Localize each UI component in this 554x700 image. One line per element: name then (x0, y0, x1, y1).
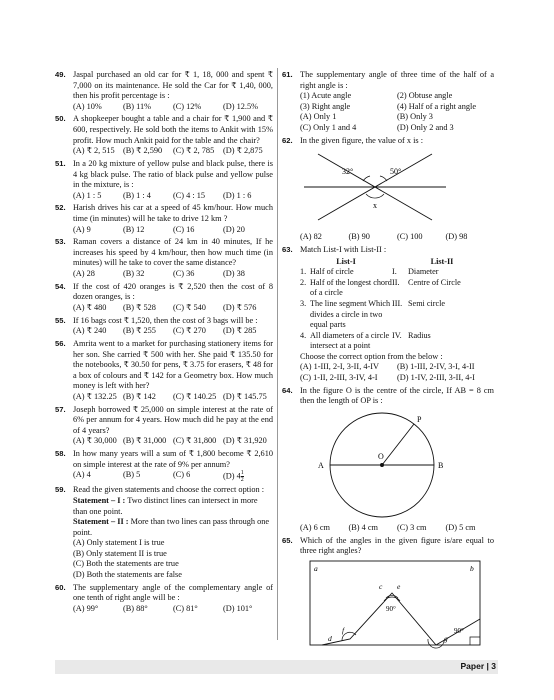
question-text: Read the given statements and choose the correct option : (73, 485, 264, 495)
option: (C) 81° (173, 603, 198, 613)
option: (D) ₹ 145.75 (223, 391, 267, 401)
option: (C) 6 (173, 470, 191, 480)
statement-1 (73, 496, 273, 517)
angle-degree-label: 90° (386, 604, 396, 613)
angle-label: f (342, 625, 345, 635)
question-63 (282, 245, 494, 384)
item-number: I. (392, 267, 397, 277)
question-61 (282, 70, 494, 134)
question-text: Joseph borrowed ₹ 25,000 on simple interest at the rate of 6% per annum for 4 years. How much did he pay at the end of 4 years? (73, 404, 273, 435)
question-number: 59. (55, 485, 66, 495)
left-column (55, 70, 273, 617)
list-item (392, 267, 492, 278)
list-item (300, 299, 392, 331)
question-text: Amrita went to a market for purchasing stationery items for her son. She carried ₹ 500 with her. She paid ₹ 135.50 for the notebooks, ₹ 30.50 for pens, ₹ 3.75 for erasers, ₹ 48 for a box of colours and ₹ 142 for a Geometry box. How much money is left with her? (73, 338, 273, 391)
question-number: 51. (55, 158, 66, 168)
question-53 (55, 237, 273, 279)
angle-label: x (373, 201, 377, 211)
option: (D) ₹ 31,920 (223, 436, 267, 446)
point-label-a: A (318, 460, 324, 470)
item-text: Diameter (408, 267, 439, 277)
options (300, 91, 494, 133)
item-number: III. (392, 298, 403, 308)
options (73, 146, 273, 157)
question-number: 64. (282, 385, 293, 395)
right-column (282, 70, 494, 651)
option: (C) ₹ 270 (173, 326, 206, 336)
option-text: (D) 4 (223, 471, 241, 481)
option: (C) ₹ 2, 785 (173, 146, 215, 156)
option: (C) ₹ 540 (173, 302, 206, 312)
options (300, 523, 494, 534)
option: (A) ₹ 480 (73, 302, 107, 312)
question-text: Jaspal purchased an old car for ₹ 1, 18, 000 and spent ₹ 7,000 on its maintenance. He sold the Car for ₹ 1,40, 000, then his profit percentage is : (73, 70, 273, 101)
point-label-o: O (378, 451, 384, 461)
footer-label: Paper (460, 661, 485, 671)
question-60 (55, 583, 273, 615)
option: (C) 36 (173, 269, 195, 279)
option: (D) ₹ 285 (223, 326, 257, 336)
angle-label: 32° (342, 167, 354, 177)
question-52 (55, 203, 273, 235)
option: (B) 32 (123, 269, 145, 279)
angle-label: 50° (390, 167, 402, 177)
fraction (241, 470, 244, 483)
option: (4) Half of a right angle (397, 101, 477, 111)
option: (B) 5 (123, 470, 141, 480)
option: (B) 1 : 4 (123, 190, 151, 200)
angle-label: e (397, 581, 401, 591)
question-number: 61. (282, 70, 293, 79)
option: (B) ₹ 142 (123, 391, 156, 401)
option: (D) ₹ 2,875 (223, 146, 263, 156)
item-text: Semi circle (408, 298, 446, 308)
option: (B) 11% (123, 101, 152, 111)
zigzag-line (322, 593, 436, 645)
option: (C) 1-II, 2-III, 3-IV, 4-I (300, 373, 378, 383)
list-header: List-I (336, 256, 356, 266)
item-text: The line segment Which divides a circle in two equal parts (310, 298, 391, 330)
option: (B) ₹ 31,000 (123, 436, 167, 446)
options (300, 362, 494, 383)
option: (B) ₹ 2,590 (123, 146, 163, 156)
list-item (300, 331, 392, 352)
question-56 (55, 339, 273, 403)
item-text: Half of the longest chord of a circle (310, 277, 392, 298)
question-text: The supplementary angle of three time of the half of a right angle is : (300, 70, 494, 90)
options (73, 604, 273, 615)
options (73, 269, 273, 280)
footer-separator: | (486, 661, 489, 671)
option: (B) Only 3 (397, 112, 433, 122)
statement-2 (73, 517, 273, 538)
angle-label: a (314, 563, 318, 573)
option: (A) 99° (73, 603, 99, 613)
page-number: 3 (491, 661, 496, 671)
option (223, 470, 273, 483)
angle-arc (366, 194, 384, 198)
list-item (300, 267, 392, 278)
option: (B) 1-III, 2-IV, 3-I, 4-II (397, 362, 475, 372)
option: (D) Both the statements are false (73, 570, 182, 580)
page-footer (461, 661, 497, 671)
question-54 (55, 282, 273, 314)
item-number: II. (392, 277, 400, 287)
item-number: 4. (300, 330, 307, 340)
option: (A) 10% (73, 101, 102, 111)
item-text: Centre of Circle (408, 277, 461, 287)
statement-label: Statement – I : (73, 495, 126, 505)
option: (A) ₹ 240 (73, 326, 107, 336)
question-number: 65. (282, 535, 293, 545)
question-text: A shopkeeper bought a table and a chair for ₹ 1,900 and ₹ 600, respectively. He sold both the items to Ankit with 15% profit. How much Ankit paid for the table and the chair? (73, 114, 273, 145)
option: (D) 98 (445, 232, 468, 242)
circle-figure (300, 409, 475, 521)
question-text: In a 20 kg mixture of yellow pulse and black pulse, there is 4 kg black pulse. The ratio of black pulse and yellow pulse in the mixture, is : (73, 158, 273, 190)
option: (A) 4 (73, 470, 91, 480)
options (73, 102, 273, 113)
radius-op (382, 424, 414, 465)
option: (D) 12.5% (223, 101, 259, 111)
question-65 (282, 536, 494, 649)
question-text: If 16 bags cost ₹ 1,520, then the cost of 3 bags will be : (73, 315, 258, 325)
option: (C) Both the statements are true (73, 559, 179, 569)
question-55 (55, 316, 273, 337)
option: (D) 5 cm (445, 522, 476, 532)
question-62 (282, 136, 494, 243)
item-number: 3. (300, 298, 307, 308)
question-number: 53. (55, 237, 66, 247)
question-number: 52. (55, 203, 66, 213)
match-table (300, 257, 494, 352)
options (73, 538, 273, 580)
item-number: 2. (300, 277, 307, 287)
point-label-p: P (417, 414, 422, 424)
list-2 (392, 257, 492, 352)
list-item (392, 278, 492, 299)
question-text: If the cost of 420 oranges is ₹ 2,520 then the cost of 8 dozen oranges, is : (73, 281, 273, 302)
options (73, 470, 273, 483)
angle-arc (428, 639, 444, 648)
question-number: 54. (55, 281, 66, 291)
option: (D) 1 : 6 (223, 190, 252, 200)
list-1 (300, 257, 392, 352)
options (73, 225, 273, 236)
right-angle-mark (470, 637, 480, 645)
option: (1) Acute angle (300, 91, 352, 101)
item-text: Radius (408, 330, 431, 340)
intersecting-lines-figure (300, 148, 450, 230)
option: (A) Only statement I is true (73, 538, 165, 548)
option: (A) ₹ 132.25 (73, 391, 117, 401)
option: (A) ₹ 30,000 (73, 436, 117, 446)
options (300, 232, 494, 243)
statement-label: Statement – II : (73, 517, 129, 527)
list-item (392, 299, 492, 331)
option: (C) 100 (397, 232, 423, 242)
item-number: IV. (392, 330, 402, 340)
question-text: Match List-I with List-II : (300, 244, 387, 254)
question-text: In the given figure, the value of x is : (300, 135, 424, 145)
option: (B) ₹ 528 (123, 302, 156, 312)
option: (A) 28 (73, 269, 95, 279)
option: (C) Only 1 and 4 (300, 122, 357, 132)
option: (B) 12 (123, 224, 145, 234)
statement-text: Two distinct lines can intersect in more than one point. (73, 495, 258, 516)
question-number: 50. (55, 114, 66, 124)
option: (D) 38 (223, 269, 245, 279)
item-number: 1. (300, 267, 307, 277)
option: (C) ₹ 140.25 (173, 391, 217, 401)
option: (3) Right angle (300, 101, 351, 111)
question-text: The supplementary angle of the complementary angle of one tenth of right angle will be : (73, 582, 273, 603)
option: (A) 1 : 5 (73, 190, 102, 200)
option: (B) 4 cm (348, 522, 378, 532)
centre-point (380, 463, 384, 467)
item-text: All diameters of a circle intersect at a point (310, 330, 390, 351)
option: (D) 20 (223, 224, 245, 234)
column-divider (277, 68, 278, 640)
angle-label: b (470, 563, 474, 573)
option: (D) 101° (223, 603, 253, 613)
option: (C) 4 : 15 (173, 190, 206, 200)
option: (A) 9 (73, 224, 91, 234)
option: (A) ₹ 2, 515 (73, 146, 115, 156)
angles-rectangle-figure (304, 559, 484, 649)
options (73, 303, 273, 314)
option: (D) ₹ 576 (223, 302, 257, 312)
question-text: Raman covers a distance of 24 km in 40 minutes, If he increases his speed by 4 km/hour, then how much time (in minutes) will he take to cover the same distance? (73, 237, 273, 268)
option: (D) 1-IV, 2-III, 3-II, 4-I (397, 373, 475, 383)
option: (B) ₹ 255 (123, 326, 156, 336)
question-49 (55, 70, 273, 112)
question-number: 62. (282, 135, 293, 145)
statement-text: More than two lines can pass through one point. (73, 517, 270, 537)
list-header: List-II (430, 256, 454, 266)
question-51 (55, 159, 273, 201)
question-number: 57. (55, 404, 66, 414)
point-label-b: B (438, 460, 444, 470)
options (73, 392, 273, 403)
options (73, 191, 273, 202)
question-number: 55. (55, 315, 66, 325)
option: (B) 88° (123, 603, 148, 613)
options (73, 436, 273, 447)
option: (A) 82 (300, 232, 322, 242)
question-57 (55, 405, 273, 447)
option: (D) Only 2 and 3 (397, 122, 454, 132)
instruction: Choose the correct option from the below : (300, 351, 443, 361)
option: (A) 1-III, 2-I, 3-II, 4-IV (300, 362, 380, 372)
option: (C) 12% (173, 101, 202, 111)
fraction-numerator: 1 (240, 470, 244, 477)
item-text: Half of circle (310, 267, 354, 277)
option: (B) Only statement II is true (73, 548, 167, 558)
fraction-denominator: 2 (240, 477, 244, 484)
option: (C) 16 (173, 224, 195, 234)
angle-label: c (379, 581, 383, 591)
question-58 (55, 449, 273, 483)
angle-label: d (328, 633, 332, 643)
option: (2) Obtuse angle (397, 91, 453, 101)
question-text: Which of the angles in the given figure is/are equal to three right angles? (300, 535, 494, 556)
question-64 (282, 386, 494, 534)
question-text: In how many years will a sum of ₹ 1,800 become ₹ 2,610 on simple interest at the rate of 9% per annum? (73, 449, 273, 469)
option: (B) 90 (348, 232, 370, 242)
question-text: Harish drives his car at a speed of 45 km/hour. How much time (in minutes) will he take to drive 12 km ? (73, 203, 273, 223)
angle-degree-label: 90° (454, 626, 464, 635)
list-item (392, 331, 492, 342)
list-item (300, 278, 392, 299)
angle-label: g (444, 633, 448, 643)
question-59 (55, 485, 273, 580)
option: (A) Only 1 (300, 112, 337, 122)
footer-bar (55, 660, 498, 674)
options (73, 326, 273, 337)
option: (C) 3 cm (397, 522, 427, 532)
option: (A) 6 cm (300, 522, 330, 532)
question-text: In the figure O is the centre of the circle, If AB = 8 cm then the length of OP is : (300, 385, 494, 406)
question-number: 63. (282, 244, 293, 254)
question-number: 58. (55, 449, 66, 459)
option: (C) ₹ 31,800 (173, 436, 217, 446)
question-number: 60. (55, 582, 66, 592)
question-number: 56. (55, 338, 66, 348)
question-number: 49. (55, 70, 66, 79)
question-50 (55, 114, 273, 156)
